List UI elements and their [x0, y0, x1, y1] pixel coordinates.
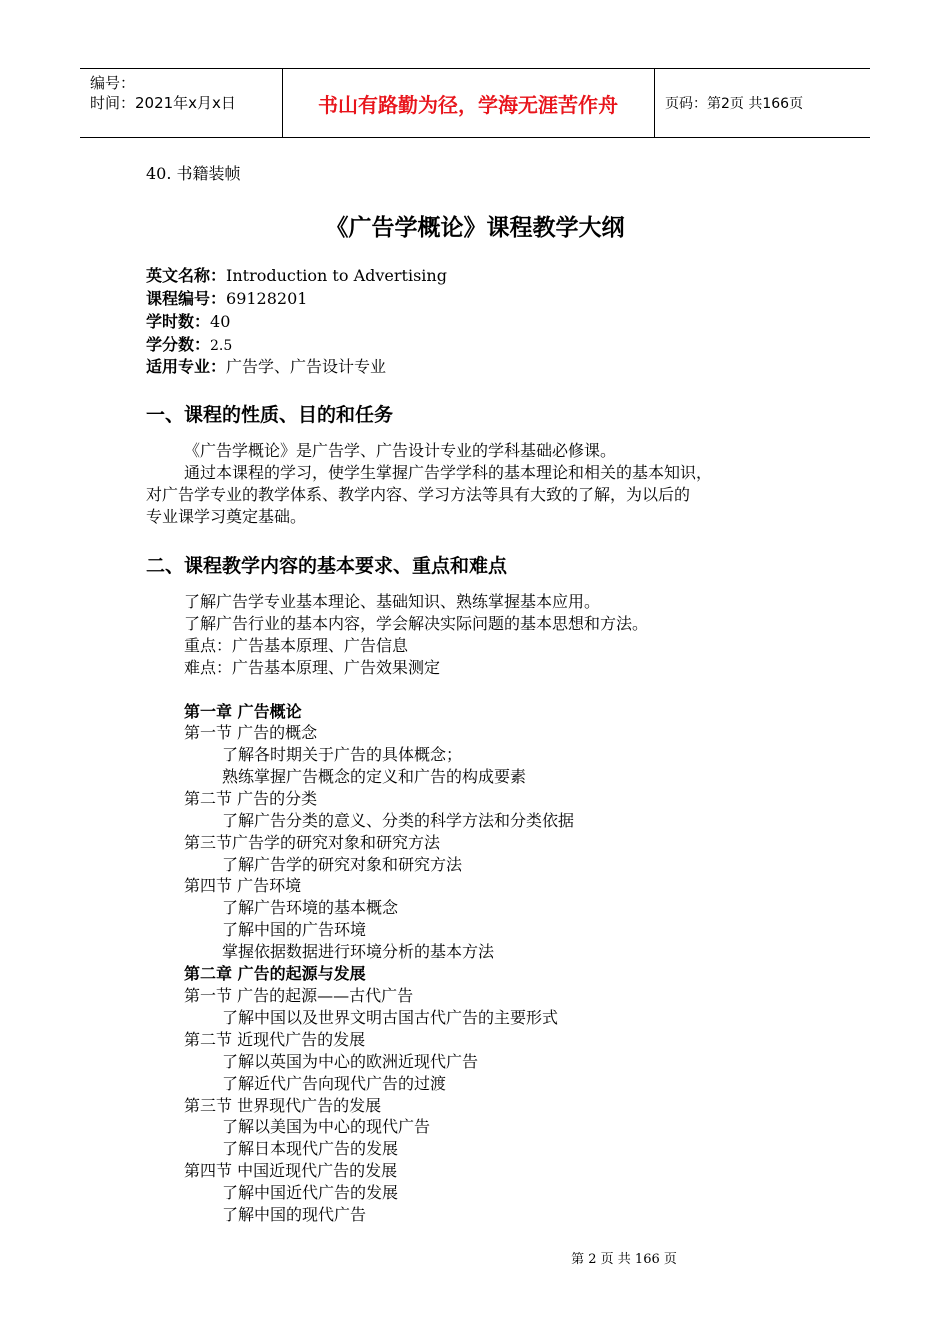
english-name-value: Introduction to Advertising — [226, 266, 447, 285]
section-1-line: 《广告学概论》是广告学、广告设计专业的学科基础必修课。 — [184, 441, 617, 460]
header-motto: 书山有路勤为径，学海无涯苦作舟 — [318, 92, 618, 117]
outline-item: 熟练掌握广告概念的定义和广告的构成要素 — [222, 767, 527, 786]
outline-item: 了解广告分类的意义、分类的科学方法和分类依据 — [222, 811, 575, 830]
outline-item: 了解日本现代广告的发展 — [222, 1139, 399, 1158]
section-heading: 第一节 广告的起源——古代广告 — [184, 986, 414, 1005]
course-code-label: 课程编号： — [146, 289, 227, 308]
outline-item: 了解以美国为中心的现代广告 — [222, 1117, 431, 1136]
section-heading: 第四节 广告环境 — [184, 876, 302, 895]
section-heading: 第二节 广告的分类 — [184, 789, 318, 808]
outline-item: 了解近代广告向现代广告的过渡 — [222, 1074, 447, 1093]
outline-item: 了解中国近代广告的发展 — [222, 1183, 399, 1202]
section-heading: 第一节 广告的概念 — [184, 723, 318, 742]
section-1-line: 通过本课程的学习，使学生掌握广告学学科的基本理论和相关的基本知识， — [184, 463, 713, 482]
info-hours — [146, 309, 230, 332]
section-heading: 第三节广告学的研究对象和研究方法 — [184, 833, 441, 852]
section-heading: 第三节 世界现代广告的发展 — [184, 1096, 382, 1115]
section-2-line: 难点：广告基本原理、广告效果测定 — [184, 658, 441, 677]
document-title: 《广告学概论》课程教学大纲 — [325, 215, 625, 241]
header-page-number: 页码：第2页 共166页 — [665, 96, 804, 112]
section-1-line: 专业课学习奠定基础。 — [146, 507, 307, 526]
page-header — [80, 68, 870, 138]
major-value: 广告学、广告设计专业 — [226, 357, 387, 376]
credits-value: 2.5 — [210, 338, 233, 354]
outline-item: 了解各时期关于广告的具体概念； — [222, 745, 463, 764]
english-name-label: 英文名称： — [146, 266, 227, 285]
document-number: 编号： — [90, 74, 136, 92]
section-1-heading: 一、课程的性质、目的和任务 — [146, 404, 394, 426]
info-credits — [146, 332, 232, 355]
hours-label: 学时数： — [146, 312, 211, 331]
header-divider — [654, 69, 655, 137]
outline-item: 掌握依据数据进行环境分析的基本方法 — [222, 942, 495, 961]
page-footer: 第 2 页 共 166 页 — [571, 1252, 677, 1267]
course-code-value: 69128201 — [226, 289, 308, 308]
info-major — [146, 354, 386, 377]
info-course-code — [146, 286, 307, 309]
major-label: 适用专业： — [146, 357, 227, 376]
credits-label: 学分数： — [146, 335, 211, 354]
header-meta — [90, 73, 236, 113]
section-1-line: 对广告学专业的教学体系、教学内容、学习方法等具有大致的了解，为以后的 — [146, 485, 691, 504]
previous-item: 40. 书籍装帧 — [146, 164, 241, 183]
hours-value: 40 — [210, 312, 231, 331]
chapter-heading: 第一章 广告概论 — [184, 702, 302, 721]
section-2-line: 重点：广告基本原理、广告信息 — [184, 636, 409, 655]
outline-item: 了解以英国为中心的欧洲近现代广告 — [222, 1052, 479, 1071]
section-2-line: 了解广告行业的基本内容，学会解决实际问题的基本思想和方法。 — [184, 614, 649, 633]
section-2-heading: 二、课程教学内容的基本要求、重点和难点 — [146, 555, 508, 577]
outline-item: 了解广告环境的基本概念 — [222, 898, 399, 917]
section-heading: 第四节 中国近现代广告的发展 — [184, 1161, 398, 1180]
document-time: 时间：2021年x月x日 — [90, 94, 236, 112]
outline-item: 了解中国的现代广告 — [222, 1205, 367, 1224]
outline-item: 了解广告学的研究对象和研究方法 — [222, 855, 463, 874]
section-2-line: 了解广告学专业基本理论、基础知识、熟练掌握基本应用。 — [184, 592, 601, 611]
outline-item: 了解中国的广告环境 — [222, 920, 367, 939]
info-english-name — [146, 263, 447, 286]
outline-item: 了解中国以及世界文明古国古代广告的主要形式 — [222, 1008, 559, 1027]
section-heading: 第二节 近现代广告的发展 — [184, 1030, 366, 1049]
chapter-heading: 第二章 广告的起源与发展 — [184, 964, 366, 983]
